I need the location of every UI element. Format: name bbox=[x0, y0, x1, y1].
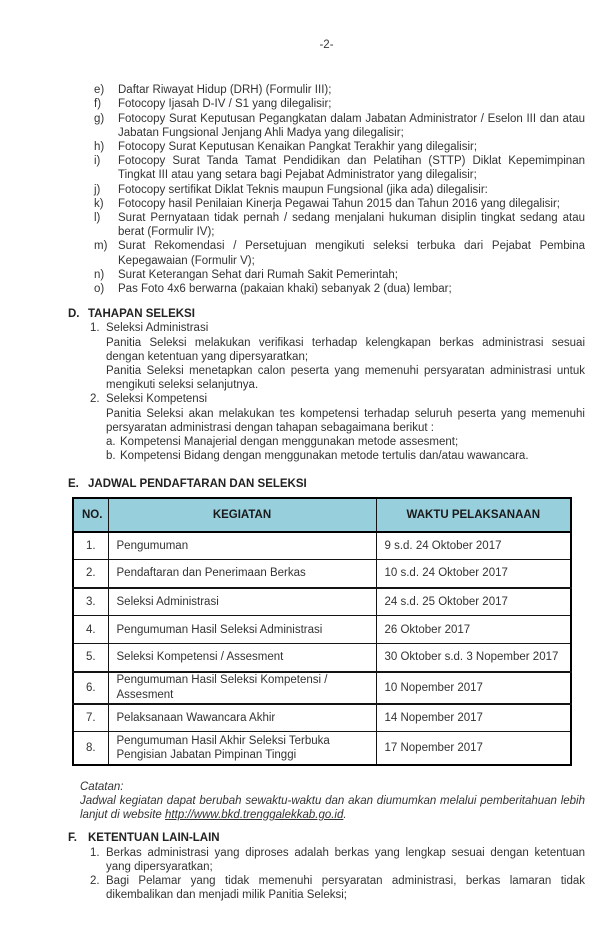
item-text: Surat Pernyataan tidak pernah / sedang menjalani hukuman disiplin tingkat sedang atau berat (Formulir IV); bbox=[118, 212, 585, 239]
sub-item bbox=[106, 435, 585, 449]
item-text: Surat Rekomendasi / Persetujuan mengikuti seleksi terbuka dari Pejabat Pembina Kepegawaian (Formulir V); bbox=[118, 240, 585, 267]
item-body bbox=[106, 874, 585, 902]
sub-item-label: a. bbox=[106, 436, 116, 449]
item-text: Surat Keterangan Sehat dari Rumah Sakit Pemerintah; bbox=[118, 268, 398, 281]
item-paragraph: Panitia Seleksi melakukan verifikasi terhadap kelengkapan berkas administrasi sesuai dengan ketentuan yang dipersyaratkan; bbox=[106, 336, 585, 363]
requirement-item bbox=[94, 197, 585, 211]
table-header-row bbox=[73, 498, 571, 532]
numbered-item bbox=[90, 321, 585, 392]
section-f-heading bbox=[68, 831, 585, 845]
requirement-item bbox=[94, 97, 585, 111]
item-label: n) bbox=[94, 268, 105, 281]
table-row bbox=[73, 532, 571, 560]
item-number: 1. bbox=[90, 846, 100, 859]
requirement-item bbox=[94, 83, 585, 97]
header-cell-waktu: WAKTU PELAKSANAAN bbox=[376, 498, 571, 532]
table-row bbox=[73, 616, 571, 644]
item-label: o) bbox=[94, 283, 105, 296]
section-d-items bbox=[90, 321, 585, 463]
cell-waktu: 30 Oktober s.d. 3 Nopember 2017 bbox=[376, 644, 571, 672]
item-body bbox=[106, 846, 585, 874]
section-letter: E. bbox=[68, 478, 79, 491]
section-letter: F. bbox=[68, 832, 77, 845]
cell-kegiatan: Seleksi Kompetensi / Assesment bbox=[108, 644, 376, 672]
item-paragraph: Panitia Seleksi menetapkan calon peserta yang memenuhi persyaratan administrasi untuk mengikuti seleksi selanjutnya. bbox=[106, 365, 585, 392]
requirement-item bbox=[94, 282, 585, 296]
item-text: Fotocopy hasil Penilaian Kinerja Pegawai Tahun 2015 dan Tahun 2016 yang dilegalisir; bbox=[118, 197, 560, 210]
sub-item-text: Kompetensi Bidang dengan menggunakan metode tertulis dan/atau wawancara. bbox=[120, 450, 529, 463]
cell-kegiatan: Pengumuman Hasil Seleksi Kompetensi / Assesment bbox=[108, 672, 376, 704]
item-text: Fotocopy Surat Keputusan Kenaikan Pangkat Terakhir yang dilegalisir; bbox=[118, 141, 478, 154]
section-e-heading bbox=[68, 477, 585, 491]
header-cell-kegiatan: KEGIATAN bbox=[108, 498, 376, 532]
item-text: Fotocopy sertifikat Diklat Teknis maupun Fungsional (jika ada) dilegalisir: bbox=[118, 183, 488, 196]
cell-no: 4. bbox=[73, 616, 108, 644]
requirement-item bbox=[94, 211, 585, 239]
schedule-table bbox=[72, 497, 572, 766]
item-label: g) bbox=[94, 112, 105, 125]
note-title: Catatan: bbox=[80, 780, 124, 793]
sub-item-text: Kompetensi Manajerial dengan menggunakan metode assesment; bbox=[120, 436, 459, 449]
item-title: Seleksi Kompetensi bbox=[106, 393, 207, 406]
requirement-item bbox=[94, 154, 585, 182]
requirement-item bbox=[94, 268, 585, 282]
requirement-item bbox=[94, 183, 585, 197]
item-label: l) bbox=[94, 212, 101, 225]
requirement-item bbox=[94, 140, 585, 154]
sub-item-label: b. bbox=[106, 450, 116, 463]
item-number: 1. bbox=[90, 322, 100, 335]
item-text: Bagi Pelamar yang tidak memenuhi persyaratan administrasi, berkas lamaran tidak dikembalikan dan menjadi milik Panitia Seleksi; bbox=[106, 874, 585, 902]
section-title: KETENTUAN LAIN-LAIN bbox=[88, 832, 220, 845]
item-title: Seleksi Administrasi bbox=[106, 322, 209, 335]
table-row bbox=[73, 644, 571, 672]
numbered-item bbox=[90, 392, 585, 463]
cell-no: 6. bbox=[73, 672, 108, 704]
table-row bbox=[73, 732, 571, 765]
section-title: TAHAPAN SELEKSI bbox=[88, 308, 195, 321]
requirement-item bbox=[94, 239, 585, 267]
cell-waktu: 24 s.d. 25 Oktober 2017 bbox=[376, 588, 571, 616]
cell-no: 7. bbox=[73, 704, 108, 732]
cell-no: 2. bbox=[73, 560, 108, 588]
section-e bbox=[68, 477, 585, 765]
item-text: Pas Foto 4x6 berwarna (pakaian khaki) sebanyak 2 (dua) lembar; bbox=[118, 283, 452, 296]
note-block bbox=[80, 780, 585, 823]
cell-kegiatan: Pengumuman Hasil Akhir Seleksi Terbuka Pengisian Jabatan Pimpinan Tinggi bbox=[108, 732, 376, 765]
cell-waktu: 10 s.d. 24 Oktober 2017 bbox=[376, 560, 571, 588]
cell-no: 1. bbox=[73, 532, 108, 560]
note-text: Jadwal kegiatan dapat berubah sewaktu-waktu dan akan diumumkan melalui pemberitahuan lebih lanjut di website http://www.bkd.trenggalekkab.go.id. bbox=[80, 794, 585, 822]
item-text: Daftar Riwayat Hidup (DRH) (Formulir III); bbox=[118, 84, 332, 97]
section-d bbox=[68, 307, 585, 463]
section-title: JADWAL PENDAFTARAN DAN SELEKSI bbox=[88, 478, 307, 491]
item-label: j) bbox=[94, 183, 101, 196]
page-number: -2- bbox=[319, 39, 334, 51]
cell-no: 5. bbox=[73, 644, 108, 672]
item-label: f) bbox=[94, 98, 102, 111]
section-letter: D. bbox=[68, 308, 80, 321]
section-f bbox=[68, 831, 585, 902]
item-text: Fotocopy Surat Keputusan Pegangkatan dalam Jabatan Administrator / Eselon III dan atau Jabatan Fungsional Jenjang Ahli Madya yang dilegalisir; bbox=[118, 112, 585, 139]
cell-waktu: 10 Nopember 2017 bbox=[376, 672, 571, 704]
cell-waktu: 9 s.d. 24 Oktober 2017 bbox=[376, 532, 571, 560]
cell-waktu: 14 Nopember 2017 bbox=[376, 704, 571, 732]
cell-waktu: 17 Nopember 2017 bbox=[376, 732, 571, 765]
item-body bbox=[106, 321, 585, 392]
sub-item bbox=[106, 449, 585, 463]
section-d-heading bbox=[68, 307, 585, 321]
cell-waktu: 26 Oktober 2017 bbox=[376, 616, 571, 644]
item-text: Fotocopy Ijasah D-IV / S1 yang dilegalisir; bbox=[118, 98, 332, 111]
item-label: h) bbox=[94, 141, 105, 154]
item-paragraph: Panitia Seleksi akan melakukan tes kompetensi terhadap seluruh peserta yang memenuhi persyaratan administrasi dengan tahapan sebagaimana berikut : bbox=[106, 407, 585, 434]
item-text: Fotocopy Surat Tanda Tamat Pendidikan dan Pelatihan (STTP) Diklat Kepemimpinan Tingkat III atau yang setara bagi Pejabat Administrator yang dilegalisir; bbox=[118, 155, 585, 182]
table-row bbox=[73, 588, 571, 616]
item-label: e) bbox=[94, 84, 105, 97]
item-number: 2. bbox=[90, 874, 100, 887]
item-label: i) bbox=[94, 155, 101, 168]
item-body bbox=[106, 392, 585, 463]
cell-kegiatan: Pendaftaran dan Penerimaan Berkas bbox=[108, 560, 376, 588]
cell-kegiatan: Pengumuman bbox=[108, 532, 376, 560]
cell-kegiatan: Pengumuman Hasil Seleksi Administrasi bbox=[108, 616, 376, 644]
cell-no: 8. bbox=[73, 732, 108, 765]
item-label: k) bbox=[94, 197, 104, 210]
cell-no: 3. bbox=[73, 588, 108, 616]
requirements-list bbox=[94, 83, 585, 296]
header-cell-no: NO. bbox=[73, 498, 108, 532]
section-f-items bbox=[90, 846, 585, 903]
item-label: m) bbox=[94, 240, 108, 253]
numbered-item bbox=[90, 874, 585, 902]
table-row bbox=[73, 704, 571, 732]
website-link[interactable]: http://www.bkd.trenggalekkab.go.id bbox=[165, 809, 344, 822]
item-text: Berkas administrasi yang diproses adalah berkas yang lengkap sesuai dengan ketentuan yang dipersyaratkan; bbox=[106, 846, 585, 873]
cell-kegiatan: Seleksi Administrasi bbox=[108, 588, 376, 616]
table-row bbox=[73, 672, 571, 704]
table-row bbox=[73, 560, 571, 588]
cell-kegiatan: Pelaksanaan Wawancara Akhir bbox=[108, 704, 376, 732]
requirement-item bbox=[94, 112, 585, 140]
numbered-item bbox=[90, 846, 585, 874]
item-number: 2. bbox=[90, 393, 100, 406]
